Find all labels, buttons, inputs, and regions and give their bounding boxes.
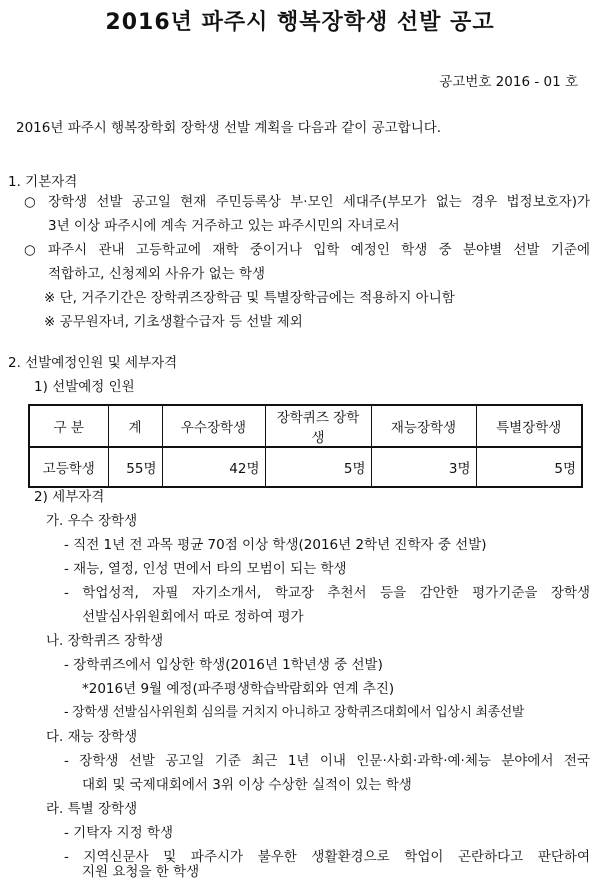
qualification-item-2-line1: 파주시 관내 고등학교에 재학 중이거나 입학 예정인 학생 중 분야별 선발 기준에 [48,242,590,258]
table-header-cell: 재능장학생 [371,405,476,447]
notice-number: 공고번호 2016 - 01 호 [439,74,578,90]
category-ra-item-1: - 기탁자 지정 학생 [64,825,174,841]
table-row [29,447,582,487]
subsection-quota-heading: 1) 선발예정 인원 [34,379,135,395]
category-da-item-1-line1: - 장학생 선발 공고일 기준 최근 1년 이내 인문·사회·과학·예·체능 분야에서 전국 [64,753,590,769]
table-header-cell: 우수장학생 [162,405,265,447]
category-ga-item-1: - 직전 1년 전 과목 평균 70점 이상 학생(2016년 2학년 진학자 중 선발) [64,537,487,553]
table-cell-special: 5명 [476,447,582,487]
table-cell-talent: 3명 [371,447,476,487]
bullet-circle: ○ [24,242,36,258]
bullet-circle: ○ [24,194,36,210]
category-ra-item-2-line1: - 지역신문사 및 파주시가 불우한 생활환경으로 학업이 곤란하다고 판단하여 [64,849,590,865]
table-header-cell: 구 분 [29,405,108,447]
table-cell-category: 고등학생 [29,447,108,487]
category-ga-item-3-line2: 선발심사위원회에서 따로 정하여 평가 [82,609,304,625]
table-cell-quiz: 5명 [265,447,371,487]
note-residence: ※ 단, 거주기간은 장학퀴즈장학금 및 특별장학금에는 적용하지 아니함 [44,290,455,306]
quota-table [28,404,583,488]
category-ra-item-2-line2: 지원 요청을 한 학생 [82,864,200,880]
category-ga-item-3-line1: - 학업성적, 자필 자기소개서, 학교장 추천서 등을 감안한 평가기준을 장학생 [64,585,590,601]
category-da-heading: 다. 재능 장학생 [46,729,138,745]
table-header-cell: 특별장학생 [476,405,582,447]
table-header-cell: 장학퀴즈 장학생 [265,405,371,447]
category-ga-heading: 가. 우수 장학생 [46,513,138,529]
category-na-item-1: - 장학퀴즈에서 입상한 학생(2016년 1학년생 중 선발) [64,657,383,673]
category-da-item-1-line2: 대회 및 국제대회에서 3위 이상 수상한 실적이 있는 학생 [82,777,412,793]
section1-heading: 1. 기본자격 [8,174,78,190]
qualification-item-1-line1: 장학생 선발 공고일 현재 주민등록상 부·모인 세대주(부모가 없는 경우 법정보호자)가 [48,194,590,210]
qualification-item-1-line2: 3년 이상 파주시에 계속 거주하고 있는 파주시민의 자녀로서 [48,218,400,234]
table-header-cell: 계 [108,405,162,447]
category-na-note: *2016년 9월 예정(파주평생학습박람회와 연계 추진) [82,681,395,697]
category-ga-item-2: - 재능, 열정, 인성 면에서 타의 모범이 되는 학생 [64,561,347,577]
category-na-heading: 나. 장학퀴즈 장학생 [46,633,164,649]
subsection-details-heading: 2) 세부자격 [34,489,105,505]
category-na-item-2: - 장학생 선발심사위원회 심의를 거치지 아니하고 장학퀴즈대회에서 입상시 최종선발 [64,705,525,720]
qualification-item-2-line2: 적합하고, 신청제외 사유가 없는 학생 [48,266,266,282]
category-ra-heading: 라. 특별 장학생 [46,801,138,817]
table-header-row [29,405,582,447]
intro-paragraph: 2016년 파주시 행복장학회 장학생 선발 계획을 다음과 같이 공고합니다. [16,120,442,136]
note-exclusion: ※ 공무원자녀, 기초생활수급자 등 선발 제외 [44,314,303,330]
table-cell-excellent: 42명 [162,447,265,487]
table-cell-total: 55명 [108,447,162,487]
page-title: 2016년 파주시 행복장학생 선발 공고 [105,10,495,35]
section2-heading: 2. 선발예정인원 및 세부자격 [8,355,178,371]
